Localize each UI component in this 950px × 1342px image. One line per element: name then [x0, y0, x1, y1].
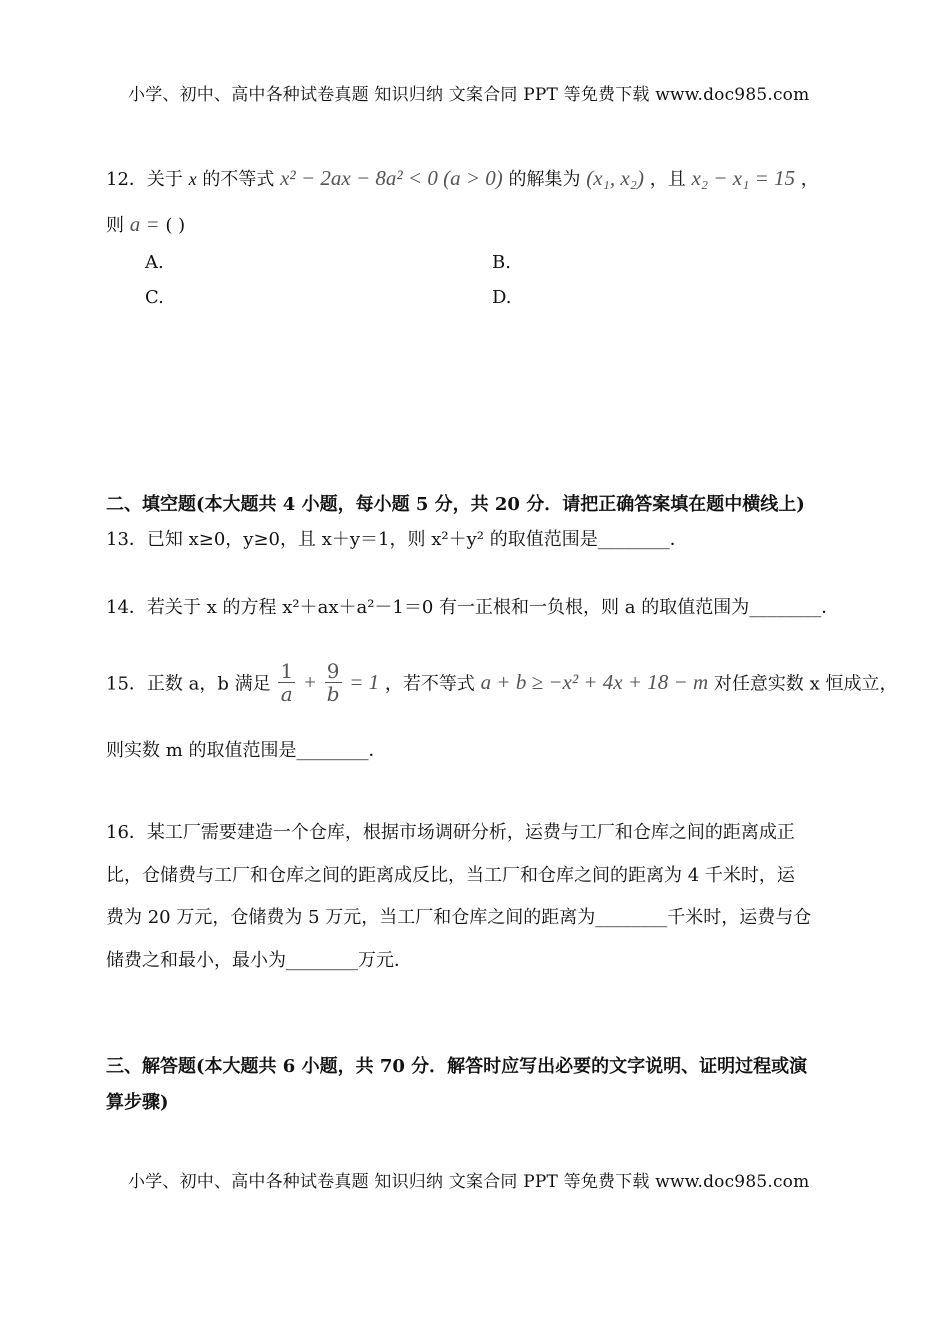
question-12-line2 — [106, 214, 185, 235]
q12-option-a: A. — [145, 252, 164, 273]
q12-var-x: x — [188, 169, 197, 189]
q15-mid: ，若不等式 — [384, 673, 475, 695]
q12-number: 12．关于 — [106, 169, 183, 190]
question-13: 13．已知 x≥0，y≥0，且 x＋y＝1，则 x²＋y² 的取值范围是________． — [106, 529, 688, 550]
q15-lead: 15．正数 a，b 满足 — [106, 673, 271, 695]
question-16-line4: 储费之和最小，最小为________万元． — [106, 950, 412, 971]
q12-text-b: 的解集为 — [508, 169, 581, 190]
question-16-line2: 比，仓储费与工厂和仓库之间的距离成反比，当工厂和仓库之间的距离为 4 千米时，运 — [106, 865, 795, 886]
q15-equals-one: = 1 — [349, 670, 380, 694]
q15-plus: + — [302, 670, 317, 694]
q12-inequality: x² − 2ax − 8a² < 0 (a > 0) — [280, 166, 503, 190]
q15-frac2-denominator: b — [326, 682, 340, 706]
section-3-heading-line1: 三、解答题(本大题共 6 小题，共 70 分．解答时应写出必要的文字说明、证明过程或演 — [106, 1056, 808, 1077]
q15-fraction-1-over-a — [278, 660, 295, 705]
q15-inequality: a + b ≥ −x² + 4x + 18 − m — [480, 670, 709, 694]
footer-banner: 小学、初中、高中各种试卷真题 知识归纳 文案合同 PPT 等免费下载 www.doc985.com — [128, 1172, 810, 1192]
question-12-line1 — [106, 168, 819, 189]
q15-frac2-numerator: 9 — [325, 660, 342, 683]
q15-frac1-numerator: 1 — [280, 659, 294, 683]
q12-option-d: D. — [492, 287, 512, 308]
q12-text-d: ， — [800, 169, 819, 190]
q12-option-c: C. — [145, 287, 164, 308]
q12-text-a: 的不等式 — [202, 169, 275, 190]
section-2-heading: 二、填空题(本大题共 4 小题，每小题 5 分，共 20 分．请把正确答案填在题中横线上) — [106, 494, 805, 515]
question-15-line2: 则实数 m 的取值范围是________． — [106, 740, 387, 761]
q12-interval: (x₁, x₂) — [586, 166, 644, 190]
q15-fraction-9-over-b — [325, 660, 342, 705]
question-16-line3: 费为 20 万元，仓储费为 5 万元，当工厂和仓库之间的距离为________千米时，运费与仓 — [106, 907, 812, 928]
q12-text-c: ，且 — [649, 169, 686, 190]
q12-then: 则 — [106, 215, 124, 236]
question-14: 14．若关于 x 的方程 x²＋ax＋a²－1＝0 有一正根和一负根，则 a 的取值范围为________． — [106, 597, 840, 618]
question-15-line1 — [106, 660, 897, 705]
q12-condition: x₂ − x₁ = 15 — [691, 166, 796, 190]
question-16-line1: 16．某工厂需要建造一个仓库，根据市场调研分析，运费与工厂和仓库之间的距离成正 — [106, 822, 795, 843]
q15-frac1-denominator: a — [280, 682, 293, 706]
header-banner: 小学、初中、高中各种试卷真题 知识归纳 文案合同 PPT 等免费下载 www.doc985.com — [128, 85, 810, 105]
q12-option-b: B. — [492, 252, 511, 273]
q12-ask: a = — [129, 212, 160, 236]
section-3-heading-line2: 算步骤) — [106, 1092, 169, 1113]
q15-tail: 对任意实数 x 恒成立， — [713, 673, 898, 695]
q12-paren: ( ) — [165, 215, 186, 236]
